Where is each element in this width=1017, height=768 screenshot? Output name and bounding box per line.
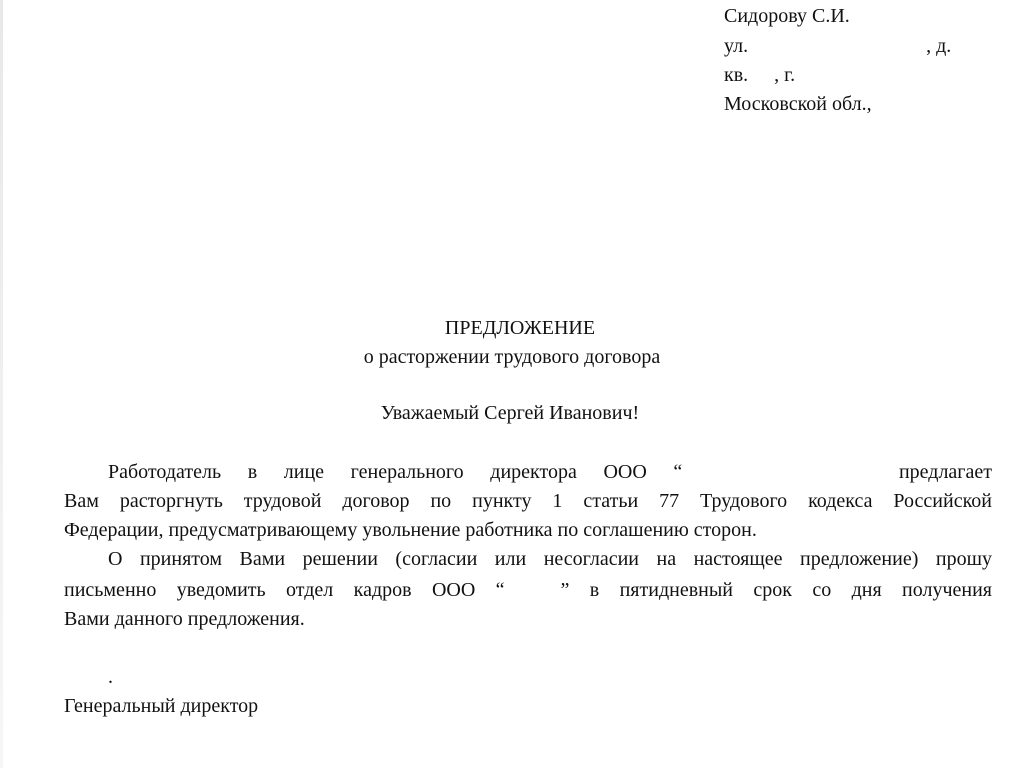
paragraph2-line1: О принятом Вами решении (согласии или несогласии на настоящее предложение) прошу: [108, 548, 992, 570]
signer-position: Генеральный директор: [64, 695, 259, 717]
recipient-apartment: [724, 62, 795, 88]
p1-line1-end: предлагает: [898, 461, 992, 483]
document-title: ПРЕДЛОЖЕНИЕ: [444, 317, 596, 339]
paragraph1-line3: Федерации, предусматривающему увольнение работника по соглашению сторон.: [64, 519, 757, 541]
document-subtitle: о расторжении трудового договора: [363, 346, 661, 368]
paragraph2-line2: [64, 577, 992, 603]
city-prefix: , г.: [774, 64, 796, 86]
signature-mark: .: [108, 666, 113, 688]
p1-line1-start: Работодатель в лице генерального директора ООО “: [108, 461, 683, 483]
p2-line2-start: письменно уведомить отдел кадров ООО “: [64, 579, 505, 601]
paragraph2-line3: Вами данного предложения.: [64, 608, 305, 630]
recipient-region: Московской обл.,: [724, 93, 872, 115]
greeting: Уважаемый Сергей Иванович!: [380, 402, 640, 424]
apartment-prefix: кв.: [724, 64, 749, 86]
recipient-name: Сидорову С.И.: [724, 5, 850, 27]
street-suffix: , д.: [926, 35, 952, 57]
p2-line2-end: ” в пятидневный срок со дня получения: [560, 579, 992, 601]
street-prefix: ул.: [724, 35, 749, 57]
paragraph1-line2: Вам расторгнуть трудовой договор по пункту 1 статьи 77 Трудового кодекса Российской: [64, 490, 992, 512]
paragraph1-line1: [108, 459, 992, 485]
recipient-street: [724, 33, 951, 59]
page-edge: [0, 0, 3, 768]
